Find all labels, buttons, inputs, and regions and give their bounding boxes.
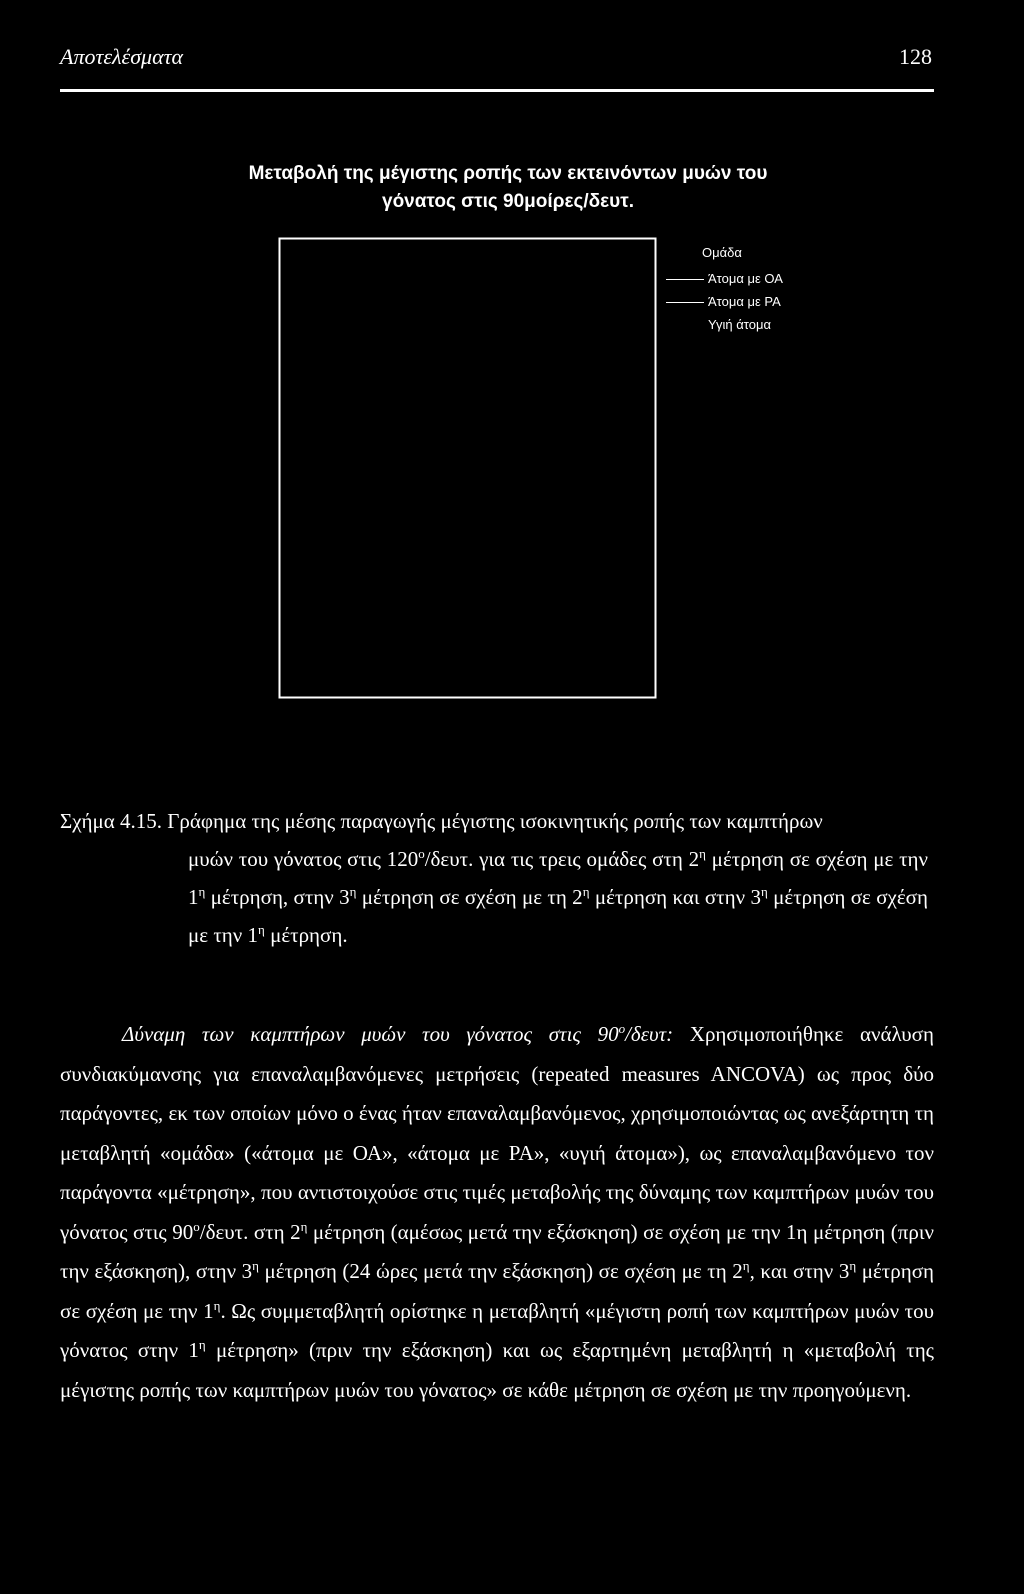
page-number: 128 [899, 44, 932, 69]
figure-caption [60, 802, 928, 954]
caption-line-1: Σχήμα 4.15. Γράφημα της μέσης παραγωγής μέγιστης ισοκινητικής ροπής των καμπτήρων [60, 809, 823, 833]
chart-title [180, 160, 836, 216]
body-paragraph [60, 1015, 934, 1410]
plot-frame [280, 239, 656, 698]
legend-item-healthy [666, 317, 771, 335]
chart-title-line-2: γόνατος στις 90μοίρες/δευτ. [382, 191, 634, 212]
chart-plot-area [278, 237, 658, 699]
legend-label: Άτομα με ΡΑ [708, 294, 781, 309]
running-title: Αποτελέσματα [60, 44, 184, 69]
legend-line-swatch [666, 302, 704, 303]
legend-item-ra [666, 294, 781, 312]
legend-line-swatch [666, 279, 704, 280]
caption-body: μυών του γόνατος στις $120^o$/δευτ. για τις τρεις ομάδες στη $2^\eta$ μέτρηση σε σχέση με την $1^\eta$ μέτρηση, στην $3^\eta$ μέτρηση σε σχέση με τη $2^\eta$ μέτρηση και στην $3^\eta$ μέτρηση σε σχέση με την $1^\eta$ μέτρηση. [188, 846, 928, 947]
legend-title: Ομάδα [702, 245, 742, 260]
paragraph-text: Δύναμη των καμπτήρων μυών του γόνατος στις $90^o$/δευτ: Χρησιμοποιήθηκε ανάλυση συνδιακύμανσης για επαναλαμβανόμενες μετρήσεις (repeated measures ANCOVA) ως προς δύο παράγοντες, εκ των οποίων μόνο ο ένας ήταν επαναλαμβανόμενος, χρησιμοποιώντας ως ανεξάρτητη τη μεταβλητή «ομάδα» («άτομα με ΟΑ», «άτομα με ΡΑ», «υγιή άτομα»), ως επαναλαμβανόμενο τον παράγοντα «μέτρηση», που αντιστοιχούσε στις τιμές μεταβολής της δύναμης των καμπτήρων μυών του γόνατος στις $90^o$/δευτ. στη $2^\eta$ μέτρηση (αμέσως μετά την εξάσκηση) σε σχέση με την 1η μέτρηση (πριν την εξάσκηση), στην $3^\eta$ μέτρηση (24 ώρες μετά την εξάσκηση) σε σχέση με τη $2^\eta$, και στην $3^\eta$ μέτρηση σε σχέση με την $1^\eta$. Ως συμμεταβλητή ορίστηκε η μεταβλητή «μέγιστη ροπή των καμπτήρων μυών του γόνατος στην $1^\eta$ μέτρηση» (πριν την εξάσκηση) και ως εξαρτημένη μεταβλητή η «μεταβολή της μέγιστης ροπής των καμπτήρων μυών του γόνατος» σε κάθε μέτρηση σε σχέση με την προηγούμενη. [60, 1021, 934, 1402]
legend-item-oa [666, 271, 783, 289]
legend-label: Υγιή άτομα [708, 317, 771, 332]
chart-title-line-1: Μεταβολή της μέγιστης ροπής των εκτεινόντων μυών του [248, 163, 768, 184]
header-rule [60, 89, 934, 92]
paragraph-lead: Δύναμη των καμπτήρων μυών του γόνατος στις 90 [122, 1022, 619, 1046]
page-header [60, 38, 932, 78]
legend-line-swatch [666, 325, 704, 326]
legend-label: Άτομα με ΟΑ [708, 271, 783, 286]
